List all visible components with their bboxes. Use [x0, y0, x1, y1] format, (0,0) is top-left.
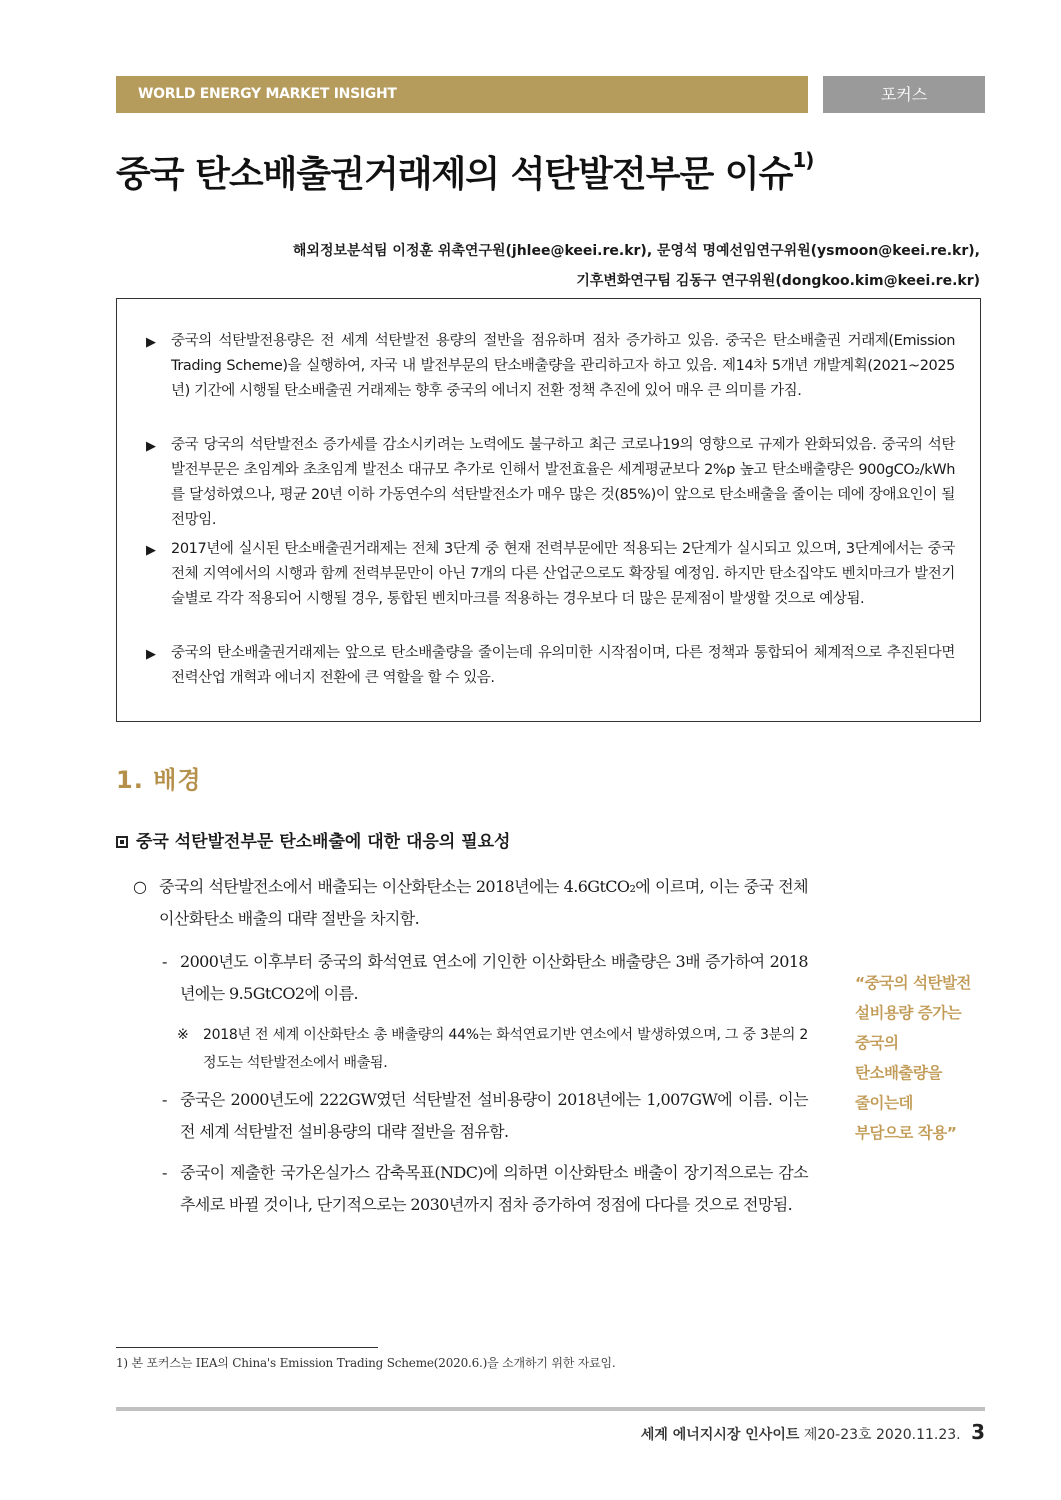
circle-bullet-icon: ○ [133, 877, 147, 896]
pull-quote [855, 968, 995, 1148]
pull-quote-line: 설비용량 증가는 [855, 1004, 962, 1022]
arrow-bullet-icon: ▶ [146, 439, 156, 454]
note-text: 2018년 전 세계 이산화탄소 총 배출량의 44%는 화석연료기반 연소에서 발생하였으며, 그 중 3분의 2정도는 석탄발전소에서 배출됨. [203, 1027, 808, 1071]
dash-item [162, 1157, 808, 1221]
page-footer [641, 1420, 985, 1444]
pull-quote-line: “중국의 석탄발전 [855, 974, 971, 992]
arrow-bullet-icon: ▶ [146, 543, 156, 558]
title-text: 중국 탄소배출권거래제의 석탄발전부문 이슈 [116, 154, 793, 195]
reference-mark-icon: ※ [177, 1027, 189, 1043]
paragraph-text: 중국의 석탄발전소에서 배출되는 이산화탄소는 2018년에는 4.6GtCO₂에 이르며, 이는 중국 전체 이산화탄소 배출의 대략 절반을 차지함. [159, 877, 808, 928]
pull-quote-line: 중국의 [855, 1034, 899, 1052]
arrow-bullet-icon: ▶ [146, 335, 156, 350]
note-item [177, 1021, 808, 1077]
title-footnote-ref[interactable]: 1) [792, 148, 814, 172]
square-bullet-icon [116, 836, 128, 848]
circle-bullet-paragraph [133, 871, 808, 935]
dash-bullet: - [162, 1090, 167, 1109]
header-series-title: WORLD ENERGY MARKET INSIGHT [116, 76, 808, 113]
summary-item-text: 중국의 탄소배출권거래제는 앞으로 탄소배출량을 줄이는데 유의미한 시작점이며, 다른 정책과 통합되어 체계적으로 추진된다면 전력산업 개혁과 에너지 전환에 큰 역할을 할 수 있음. [171, 645, 955, 686]
dash-bullet: - [162, 1163, 167, 1182]
summary-item-text: 중국 당국의 석탄발전소 증가세를 감소시키려는 노력에도 불구하고 최근 코로나19의 영향으로 규제가 완화되었음. 중국의 석탄발전부문은 초임계와 초초임계 발전소 대규모 추가로 인해서 발전효율은 세계평균보다 2%p 높고 탄소배출량은 900gCO₂/kWh를 달성하였으나, 평균 20년 이하 가동연수의 석탄발전소가 매우 많은 것(85%)이 앞으로 탄소배출을 줄이는 데에 장애요인이 될 전망임. [171, 437, 955, 528]
dash-item-text: 중국이 제출한 국가온실가스 감축목표(NDC)에 의하면 이산화탄소 배출이 장기적으로는 감소추세로 바뀔 것이나, 단기적으로는 2030년까지 점차 증가하여 정점에 다다를 것으로 전망됨. [180, 1163, 808, 1214]
summary-item [147, 537, 955, 612]
summary-item [147, 433, 955, 533]
subheading-text: 중국 석탄발전부문 탄소배출에 대한 대응의 필요성 [136, 832, 511, 852]
dash-bullet: - [162, 952, 167, 971]
dash-item-text: 2000년도 이후부터 중국의 화석연료 연소에 기인한 이산화탄소 배출량은 3배 증가하여 2018년에는 9.5GtCO2에 이름. [180, 952, 808, 1003]
section-heading: 1. 배경 [116, 766, 202, 794]
authors-line-1: 해외정보분석팀 이정훈 위촉연구원(jhlee@keei.re.kr), 문영석 명예선임연구위원(ysmoon@keei.re.kr), [292, 243, 980, 259]
footnote-divider [116, 1347, 378, 1348]
summary-item [147, 329, 955, 404]
page-number: 3 [971, 1420, 985, 1444]
dash-item [162, 1084, 808, 1148]
dash-item [162, 946, 808, 1010]
pull-quote-line: 탄소배출량을 [855, 1064, 942, 1082]
issue-info: 제20-23호 2020.11.23. [803, 1427, 961, 1443]
authors-line-2: 기후변화연구팀 김동구 연구위원(dongkoo.kim@keei.re.kr) [576, 273, 980, 289]
publication-name: 세계 에너지시장 인사이트 [640, 1427, 800, 1443]
pull-quote-line: 부담으로 작용” [855, 1124, 957, 1142]
subheading [116, 827, 510, 852]
header-section-label: 포커스 [823, 76, 985, 113]
dash-item-text: 중국은 2000년도에 222GW였던 석탄발전 설비용량이 2018년에는 1,007GW에 이름. 이는 전 세계 석탄발전 설비용량의 대략 절반을 점유함. [180, 1090, 808, 1141]
footnote: 1) 본 포커스는 IEA의 China's Emission Trading Scheme(2020.6.)을 소개하기 위한 자료임. [116, 1356, 616, 1370]
summary-item-text: 2017년에 실시된 탄소배출권거래제는 전체 3단계 중 현재 전력부문에만 적용되는 2단계가 실시되고 있으며, 3단계에서는 중국 전체 지역에서의 시행과 함께 전력부문만이 아닌 7개의 다른 산업군으로도 확장될 예정임. 하지만 탄소집약도 벤치마크가 발전기술별로 각각 적용되어 시행될 경우, 통합된 벤치마크를 적용하는 경우보다 더 많은 문제점이 발생할 것으로 예상됨. [171, 541, 955, 607]
summary-box [116, 298, 981, 722]
page-title [116, 146, 813, 197]
summary-item [147, 641, 955, 691]
summary-item-text: 중국의 석탄발전용량은 전 세계 석탄발전 용량의 절반을 점유하며 점차 증가하고 있음. 중국은 탄소배출권 거래제(Emission Trading Scheme)을 실행하여, 자국 내 발전부문의 탄소배출량을 관리하고자 하고 있음. 제14차 5개년 개발계획(2021~2025년) 기간에 시행될 탄소배출권 거래제는 향후 중국의 에너지 전환 정책 추진에 있어 매우 큰 의미를 가짐. [171, 333, 955, 399]
footer-divider [116, 1407, 985, 1411]
pull-quote-line: 줄이는데 [855, 1094, 913, 1112]
arrow-bullet-icon: ▶ [146, 647, 156, 662]
